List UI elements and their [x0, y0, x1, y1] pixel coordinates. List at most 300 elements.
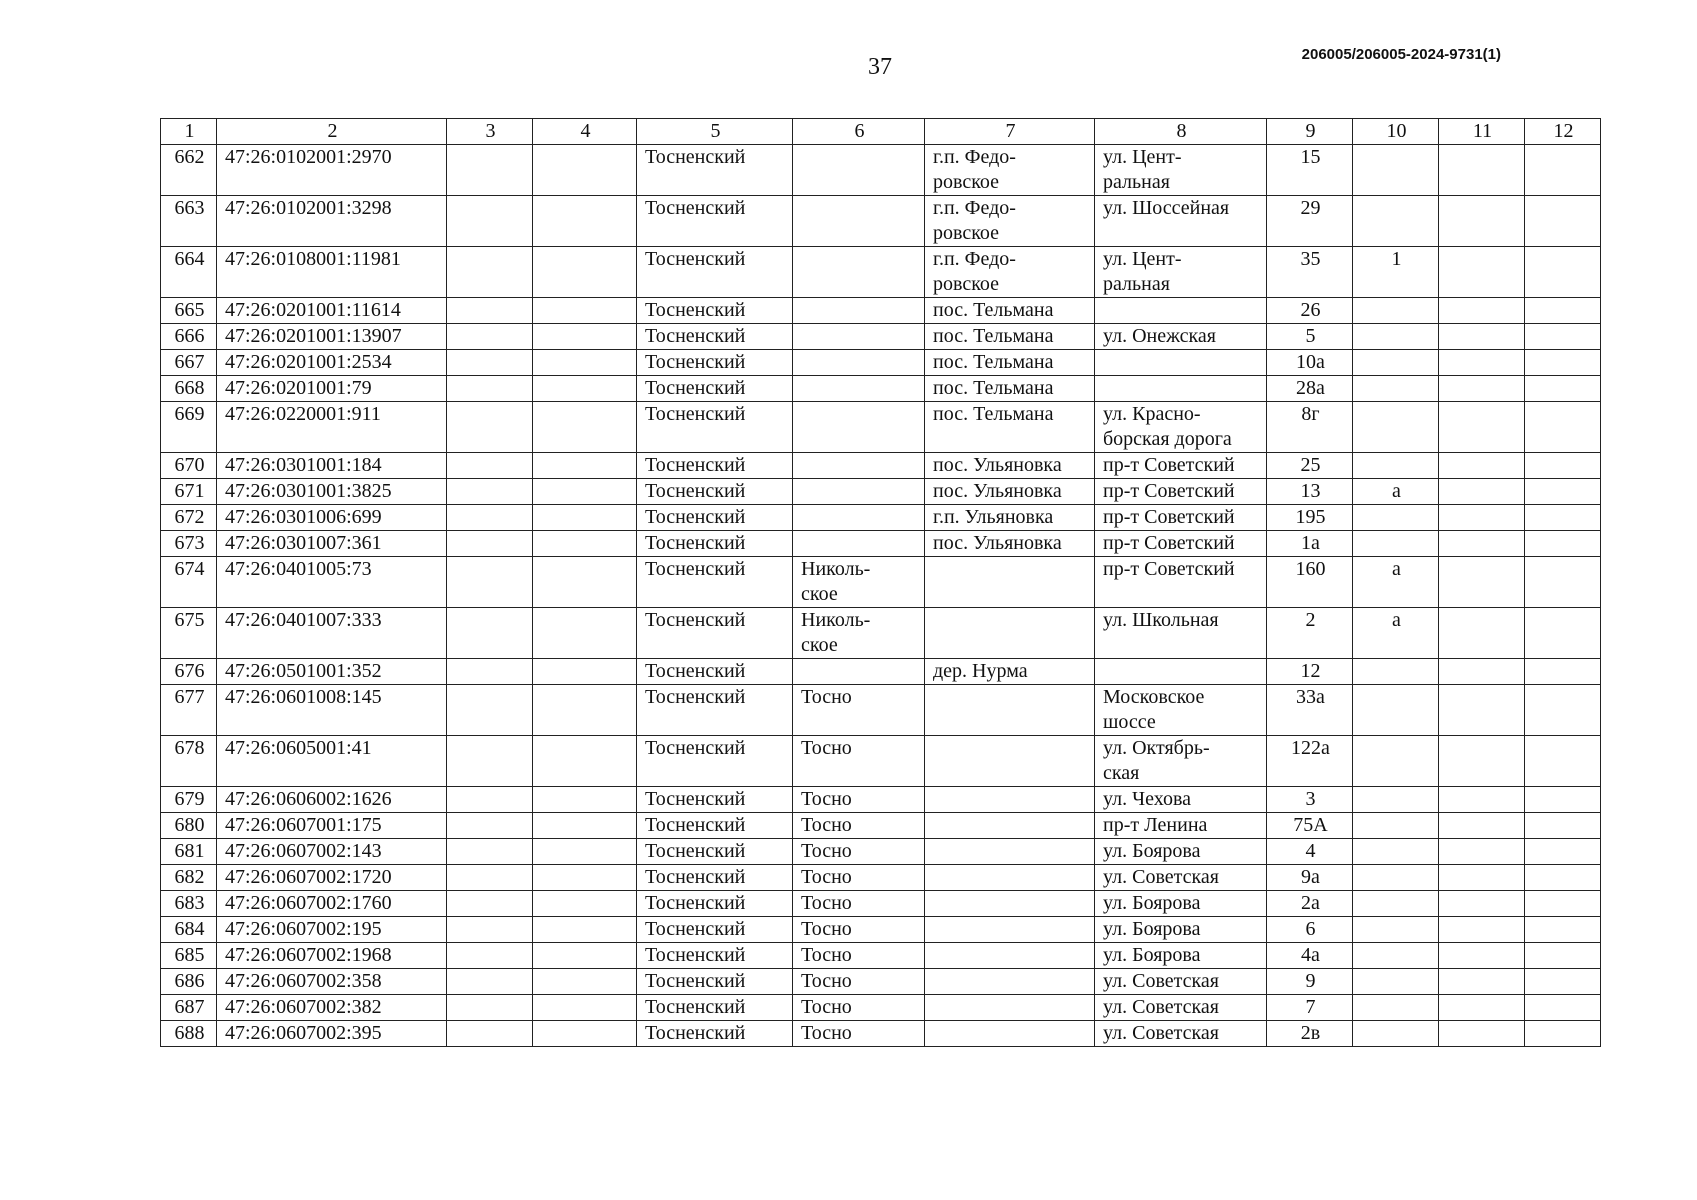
table-row: [161, 247, 1601, 298]
col11-cell: [1439, 505, 1525, 531]
settlement-cell: [793, 376, 925, 402]
locality-cell: дер. Нурма: [925, 659, 1095, 685]
locality-cell: [925, 865, 1095, 891]
street-cell: ул. Советская: [1095, 865, 1267, 891]
col4-cell: [533, 402, 637, 453]
column-header-7: 7: [925, 119, 1095, 145]
row-number-cell: 682: [161, 865, 217, 891]
district-cell: Тосненский: [637, 557, 793, 608]
building-cell: [1353, 917, 1439, 943]
cadastral-number-cell: 47:26:0607002:1968: [217, 943, 447, 969]
col3-cell: [447, 685, 533, 736]
col11-cell: [1439, 531, 1525, 557]
row-number-cell: 673: [161, 531, 217, 557]
settlement-cell: Тосно: [793, 943, 925, 969]
house-number-cell: 5: [1267, 324, 1353, 350]
locality-cell: [925, 1021, 1095, 1047]
col3-cell: [447, 969, 533, 995]
row-number-cell: 679: [161, 787, 217, 813]
col11-cell: [1439, 196, 1525, 247]
col3-cell: [447, 891, 533, 917]
locality-cell: г.п. Федо- ровское: [925, 196, 1095, 247]
locality-cell: [925, 736, 1095, 787]
col4-cell: [533, 247, 637, 298]
col12-cell: [1525, 453, 1601, 479]
table-row: [161, 1021, 1601, 1047]
cadastral-number-cell: 47:26:0605001:41: [217, 736, 447, 787]
row-number-cell: 677: [161, 685, 217, 736]
column-header-5: 5: [637, 119, 793, 145]
cadastral-number-cell: 47:26:0301006:699: [217, 505, 447, 531]
building-cell: [1353, 1021, 1439, 1047]
table-row: [161, 917, 1601, 943]
col12-cell: [1525, 402, 1601, 453]
col4-cell: [533, 298, 637, 324]
street-cell: ул. Школьная: [1095, 608, 1267, 659]
col11-cell: [1439, 787, 1525, 813]
settlement-cell: Тосно: [793, 917, 925, 943]
building-cell: [1353, 685, 1439, 736]
street-cell: ул. Шоссейная: [1095, 196, 1267, 247]
street-cell: пр-т Советский: [1095, 557, 1267, 608]
cadastral-number-cell: 47:26:0606002:1626: [217, 787, 447, 813]
settlement-cell: Тосно: [793, 995, 925, 1021]
cadastral-number-cell: 47:26:0102001:3298: [217, 196, 447, 247]
settlement-cell: [793, 479, 925, 505]
col4-cell: [533, 1021, 637, 1047]
house-number-cell: 75А: [1267, 813, 1353, 839]
col12-cell: [1525, 969, 1601, 995]
col12-cell: [1525, 247, 1601, 298]
street-cell: ул. Октябрь- ская: [1095, 736, 1267, 787]
column-header-9: 9: [1267, 119, 1353, 145]
building-cell: [1353, 531, 1439, 557]
col12-cell: [1525, 995, 1601, 1021]
table-row: [161, 685, 1601, 736]
locality-cell: пос. Тельмана: [925, 402, 1095, 453]
settlement-cell: Тосно: [793, 787, 925, 813]
row-number-cell: 685: [161, 943, 217, 969]
building-cell: [1353, 813, 1439, 839]
col12-cell: [1525, 813, 1601, 839]
col3-cell: [447, 659, 533, 685]
settlement-cell: [793, 402, 925, 453]
col12-cell: [1525, 659, 1601, 685]
row-number-cell: 669: [161, 402, 217, 453]
row-number-cell: 683: [161, 891, 217, 917]
building-cell: [1353, 453, 1439, 479]
street-cell: ул. Боярова: [1095, 839, 1267, 865]
district-cell: Тосненский: [637, 196, 793, 247]
col3-cell: [447, 736, 533, 787]
street-cell: [1095, 659, 1267, 685]
column-header-12: 12: [1525, 119, 1601, 145]
table-row: [161, 402, 1601, 453]
row-number-cell: 667: [161, 350, 217, 376]
col4-cell: [533, 943, 637, 969]
locality-cell: [925, 839, 1095, 865]
col12-cell: [1525, 145, 1601, 196]
col3-cell: [447, 995, 533, 1021]
house-number-cell: 7: [1267, 995, 1353, 1021]
building-cell: а: [1353, 608, 1439, 659]
col3-cell: [447, 145, 533, 196]
district-cell: Тосненский: [637, 531, 793, 557]
building-cell: [1353, 865, 1439, 891]
cadastral-number-cell: 47:26:0201001:2534: [217, 350, 447, 376]
street-cell: ул. Онежская: [1095, 324, 1267, 350]
locality-cell: пос. Тельмана: [925, 376, 1095, 402]
street-cell: пр-т Советский: [1095, 531, 1267, 557]
row-number-cell: 675: [161, 608, 217, 659]
row-number-cell: 671: [161, 479, 217, 505]
header-row: [161, 119, 1601, 145]
col3-cell: [447, 298, 533, 324]
col11-cell: [1439, 685, 1525, 736]
col11-cell: [1439, 995, 1525, 1021]
settlement-cell: [793, 324, 925, 350]
cadastral-number-cell: 47:26:0201001:11614: [217, 298, 447, 324]
cadastral-number-cell: 47:26:0607001:175: [217, 813, 447, 839]
table-row: [161, 531, 1601, 557]
district-cell: Тосненский: [637, 505, 793, 531]
district-cell: Тосненский: [637, 995, 793, 1021]
table-row: [161, 196, 1601, 247]
col3-cell: [447, 813, 533, 839]
locality-cell: пос. Тельмана: [925, 350, 1095, 376]
col4-cell: [533, 891, 637, 917]
house-number-cell: 122а: [1267, 736, 1353, 787]
house-number-cell: 29: [1267, 196, 1353, 247]
cadastral-number-cell: 47:26:0501001:352: [217, 659, 447, 685]
table-row: [161, 813, 1601, 839]
col4-cell: [533, 995, 637, 1021]
cadastral-number-cell: 47:26:0607002:195: [217, 917, 447, 943]
col3-cell: [447, 865, 533, 891]
column-header-3: 3: [447, 119, 533, 145]
house-number-cell: 6: [1267, 917, 1353, 943]
col12-cell: [1525, 557, 1601, 608]
street-cell: пр-т Советский: [1095, 453, 1267, 479]
street-cell: ул. Боярова: [1095, 891, 1267, 917]
house-number-cell: 8г: [1267, 402, 1353, 453]
table-row: [161, 324, 1601, 350]
settlement-cell: [793, 196, 925, 247]
table-row: [161, 891, 1601, 917]
row-number-cell: 687: [161, 995, 217, 1021]
street-cell: ул. Цент- ральная: [1095, 247, 1267, 298]
settlement-cell: [793, 659, 925, 685]
table-row: [161, 839, 1601, 865]
building-cell: [1353, 969, 1439, 995]
col4-cell: [533, 479, 637, 505]
col3-cell: [447, 917, 533, 943]
street-cell: пр-т Ленина: [1095, 813, 1267, 839]
district-cell: Тосненский: [637, 813, 793, 839]
building-cell: [1353, 298, 1439, 324]
building-cell: [1353, 505, 1439, 531]
house-number-cell: 25: [1267, 453, 1353, 479]
col11-cell: [1439, 324, 1525, 350]
col11-cell: [1439, 1021, 1525, 1047]
registry-table: [160, 118, 1601, 1047]
building-cell: [1353, 402, 1439, 453]
settlement-cell: Тосно: [793, 891, 925, 917]
locality-cell: [925, 608, 1095, 659]
settlement-cell: Тосно: [793, 813, 925, 839]
row-number-cell: 676: [161, 659, 217, 685]
col4-cell: [533, 557, 637, 608]
district-cell: Тосненский: [637, 453, 793, 479]
col11-cell: [1439, 350, 1525, 376]
locality-cell: [925, 557, 1095, 608]
settlement-cell: Тосно: [793, 839, 925, 865]
locality-cell: [925, 685, 1095, 736]
street-cell: Московское шоссе: [1095, 685, 1267, 736]
col11-cell: [1439, 736, 1525, 787]
district-cell: Тосненский: [637, 145, 793, 196]
house-number-cell: 33а: [1267, 685, 1353, 736]
col12-cell: [1525, 685, 1601, 736]
cadastral-number-cell: 47:26:0401007:333: [217, 608, 447, 659]
locality-cell: [925, 917, 1095, 943]
column-header-1: 1: [161, 119, 217, 145]
col11-cell: [1439, 145, 1525, 196]
table-row: [161, 995, 1601, 1021]
cadastral-number-cell: 47:26:0607002:1720: [217, 865, 447, 891]
column-header-2: 2: [217, 119, 447, 145]
street-cell: ул. Боярова: [1095, 943, 1267, 969]
col12-cell: [1525, 917, 1601, 943]
col11-cell: [1439, 453, 1525, 479]
col12-cell: [1525, 839, 1601, 865]
col11-cell: [1439, 376, 1525, 402]
col4-cell: [533, 376, 637, 402]
row-number-cell: 684: [161, 917, 217, 943]
col4-cell: [533, 787, 637, 813]
table-row: [161, 736, 1601, 787]
column-header-8: 8: [1095, 119, 1267, 145]
col3-cell: [447, 453, 533, 479]
table-row: [161, 479, 1601, 505]
house-number-cell: 9: [1267, 969, 1353, 995]
row-number-cell: 680: [161, 813, 217, 839]
col3-cell: [447, 943, 533, 969]
col11-cell: [1439, 608, 1525, 659]
col3-cell: [447, 505, 533, 531]
street-cell: ул. Цент- ральная: [1095, 145, 1267, 196]
street-cell: [1095, 350, 1267, 376]
district-cell: Тосненский: [637, 685, 793, 736]
col3-cell: [447, 196, 533, 247]
building-cell: [1353, 196, 1439, 247]
house-number-cell: 9а: [1267, 865, 1353, 891]
col3-cell: [447, 557, 533, 608]
street-cell: пр-т Советский: [1095, 479, 1267, 505]
house-number-cell: 10а: [1267, 350, 1353, 376]
col4-cell: [533, 659, 637, 685]
cadastral-number-cell: 47:26:0607002:143: [217, 839, 447, 865]
cadastral-number-cell: 47:26:0601008:145: [217, 685, 447, 736]
col11-cell: [1439, 891, 1525, 917]
building-cell: [1353, 350, 1439, 376]
house-number-cell: 160: [1267, 557, 1353, 608]
locality-cell: [925, 943, 1095, 969]
document-code: 206005/206005-2024-9731(1): [1301, 46, 1501, 63]
district-cell: Тосненский: [637, 298, 793, 324]
locality-cell: г.п. Федо- ровское: [925, 145, 1095, 196]
col3-cell: [447, 608, 533, 659]
col3-cell: [447, 324, 533, 350]
col3-cell: [447, 247, 533, 298]
table-row: [161, 145, 1601, 196]
house-number-cell: 35: [1267, 247, 1353, 298]
row-number-cell: 663: [161, 196, 217, 247]
settlement-cell: Тосно: [793, 969, 925, 995]
table-row: [161, 505, 1601, 531]
locality-cell: пос. Ульяновка: [925, 479, 1095, 505]
row-number-cell: 662: [161, 145, 217, 196]
col12-cell: [1525, 196, 1601, 247]
col12-cell: [1525, 608, 1601, 659]
district-cell: Тосненский: [637, 969, 793, 995]
locality-cell: пос. Тельмана: [925, 324, 1095, 350]
col12-cell: [1525, 298, 1601, 324]
table-row: [161, 350, 1601, 376]
col12-cell: [1525, 531, 1601, 557]
building-cell: а: [1353, 557, 1439, 608]
col4-cell: [533, 969, 637, 995]
row-number-cell: 666: [161, 324, 217, 350]
row-number-cell: 665: [161, 298, 217, 324]
building-cell: [1353, 995, 1439, 1021]
cadastral-number-cell: 47:26:0607002:395: [217, 1021, 447, 1047]
table-row: [161, 969, 1601, 995]
locality-cell: [925, 813, 1095, 839]
building-cell: [1353, 891, 1439, 917]
row-number-cell: 664: [161, 247, 217, 298]
house-number-cell: 12: [1267, 659, 1353, 685]
house-number-cell: 4: [1267, 839, 1353, 865]
col3-cell: [447, 479, 533, 505]
col4-cell: [533, 145, 637, 196]
col3-cell: [447, 376, 533, 402]
col12-cell: [1525, 1021, 1601, 1047]
col4-cell: [533, 865, 637, 891]
building-cell: [1353, 839, 1439, 865]
district-cell: Тосненский: [637, 376, 793, 402]
district-cell: Тосненский: [637, 402, 793, 453]
locality-cell: [925, 787, 1095, 813]
column-header-4: 4: [533, 119, 637, 145]
table-row: [161, 787, 1601, 813]
settlement-cell: Тосно: [793, 685, 925, 736]
district-cell: Тосненский: [637, 350, 793, 376]
building-cell: [1353, 324, 1439, 350]
col12-cell: [1525, 787, 1601, 813]
col11-cell: [1439, 298, 1525, 324]
row-number-cell: 688: [161, 1021, 217, 1047]
house-number-cell: 26: [1267, 298, 1353, 324]
col11-cell: [1439, 479, 1525, 505]
street-cell: ул. Советская: [1095, 995, 1267, 1021]
col11-cell: [1439, 943, 1525, 969]
cadastral-number-cell: 47:26:0201001:13907: [217, 324, 447, 350]
col12-cell: [1525, 891, 1601, 917]
row-number-cell: 672: [161, 505, 217, 531]
house-number-cell: 2в: [1267, 1021, 1353, 1047]
building-cell: [1353, 943, 1439, 969]
house-number-cell: 3: [1267, 787, 1353, 813]
locality-cell: [925, 995, 1095, 1021]
district-cell: Тосненский: [637, 324, 793, 350]
street-cell: ул. Боярова: [1095, 917, 1267, 943]
settlement-cell: Николь- ское: [793, 608, 925, 659]
col4-cell: [533, 813, 637, 839]
cadastral-number-cell: 47:26:0607002:382: [217, 995, 447, 1021]
column-header-6: 6: [793, 119, 925, 145]
col11-cell: [1439, 839, 1525, 865]
building-cell: 1: [1353, 247, 1439, 298]
table-body: [161, 145, 1601, 1047]
settlement-cell: Тосно: [793, 736, 925, 787]
col11-cell: [1439, 557, 1525, 608]
building-cell: а: [1353, 479, 1439, 505]
cadastral-number-cell: 47:26:0607002:358: [217, 969, 447, 995]
table-row: [161, 659, 1601, 685]
building-cell: [1353, 787, 1439, 813]
table-row: [161, 865, 1601, 891]
settlement-cell: [793, 531, 925, 557]
col12-cell: [1525, 350, 1601, 376]
table-row: [161, 943, 1601, 969]
col4-cell: [533, 453, 637, 479]
settlement-cell: Николь- ское: [793, 557, 925, 608]
page-number: 37: [868, 54, 892, 80]
cadastral-number-cell: 47:26:0102001:2970: [217, 145, 447, 196]
col3-cell: [447, 787, 533, 813]
street-cell: ул. Чехова: [1095, 787, 1267, 813]
table-row: [161, 608, 1601, 659]
street-cell: [1095, 298, 1267, 324]
column-header-10: 10: [1353, 119, 1439, 145]
locality-cell: пос. Ульяновка: [925, 531, 1095, 557]
street-cell: [1095, 376, 1267, 402]
district-cell: Тосненский: [637, 608, 793, 659]
col4-cell: [533, 917, 637, 943]
row-number-cell: 678: [161, 736, 217, 787]
cadastral-number-cell: 47:26:0401005:73: [217, 557, 447, 608]
col12-cell: [1525, 505, 1601, 531]
settlement-cell: Тосно: [793, 1021, 925, 1047]
col3-cell: [447, 402, 533, 453]
col4-cell: [533, 324, 637, 350]
district-cell: Тосненский: [637, 943, 793, 969]
table-row: [161, 453, 1601, 479]
settlement-cell: [793, 453, 925, 479]
col11-cell: [1439, 917, 1525, 943]
col3-cell: [447, 1021, 533, 1047]
settlement-cell: [793, 505, 925, 531]
col4-cell: [533, 350, 637, 376]
district-cell: Тосненский: [637, 839, 793, 865]
street-cell: ул. Советская: [1095, 969, 1267, 995]
col12-cell: [1525, 376, 1601, 402]
house-number-cell: 195: [1267, 505, 1353, 531]
col4-cell: [533, 685, 637, 736]
house-number-cell: 15: [1267, 145, 1353, 196]
district-cell: Тосненский: [637, 1021, 793, 1047]
